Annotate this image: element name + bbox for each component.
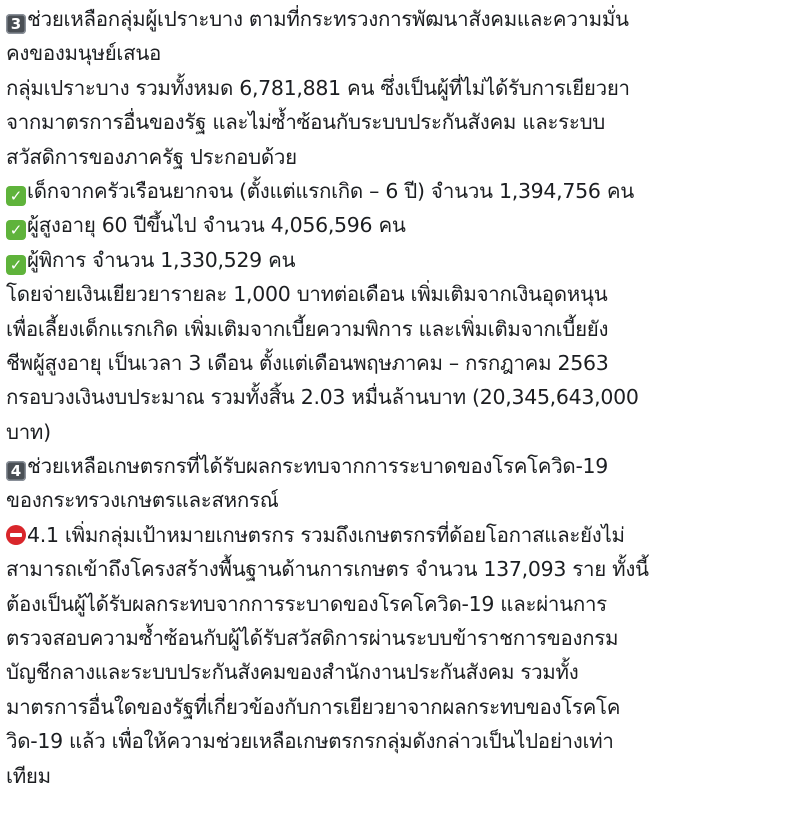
- check-mark-icon: ✓: [6, 220, 26, 240]
- item-4-1-line-8: เทียม: [6, 763, 51, 788]
- item-4-1-line-4: ตรวจสอบความซ้ำซ้อนกับผู้ได้รับสวัสดิการผ่านระบบข้าราชการของกรม: [6, 626, 619, 651]
- section-4-heading-line-2: ของกระทรวงเกษตรและสหกรณ์: [6, 488, 279, 513]
- group-item-children: [6, 174, 796, 208]
- group-item-disabled: [6, 243, 796, 277]
- section-4-heading-text: ช่วยเหลือเกษตรกรที่ได้รับผลกระทบจากการระบาดของโรคโควิด-19: [27, 454, 609, 479]
- check-mark-icon: ✓: [6, 255, 26, 275]
- payment-line-5: บาท): [6, 419, 51, 444]
- section-3-heading-line-2: คงของมนุษย์เสนอ: [6, 41, 162, 66]
- post-text: [6, 2, 796, 793]
- group-item-label: ผู้สูงอายุ 60 ปีขึ้นไป จำนวน 4,056,596 คน: [27, 213, 406, 238]
- group-item-elderly: [6, 208, 796, 242]
- payment-line-2: เพื่อเลี้ยงเด็กแรกเกิด เพิ่มเติมจากเบี้ยความพิการ และเพิ่มเติมจากเบี้ยยัง: [6, 316, 609, 341]
- item-4-1-text: 4.1 เพิ่มกลุ่มเป้าหมายเกษตรกร รวมถึงเกษตรกรที่ด้อยโอกาสและยังไม่: [27, 522, 625, 547]
- payment-line-4: กรอบวงเงินงบประมาณ รวมทั้งสิ้น 2.03 หมื่นล้านบาท (20,345,643,000: [6, 385, 639, 410]
- keycap-4-icon: 4: [6, 461, 26, 481]
- keycap-3-icon: 3: [6, 14, 26, 34]
- payment-line-3: ชีพผู้สูงอายุ เป็นเวลา 3 เดือน ตั้งแต่เดือนพฤษภาคม – กรกฎาคม 2563: [6, 350, 609, 375]
- item-4-1-line-5: บัญชีกลางและระบบประกันสังคมของสำนักงานประกันสังคม รวมทั้ง: [6, 660, 579, 685]
- section-3-intro-line-1: กลุ่มเปราะบาง รวมทั้งหมด 6,781,881 คน ซึ่งเป็นผู้ที่ไม่ได้รับการเยียวยา: [6, 75, 630, 100]
- group-item-label: เด็กจากครัวเรือนยากจน (ตั้งแต่แรกเกิด – 6 ปี) จำนวน 1,394,756 คน: [27, 178, 634, 203]
- section-3-intro-line-3: สวัสดิการของภาครัฐ ประกอบด้วย: [6, 144, 297, 169]
- check-mark-icon: ✓: [6, 186, 26, 206]
- item-4-1-line-3: ต้องเป็นผู้ได้รับผลกระทบจากการระบาดของโรคโควิด-19 และผ่านการ: [6, 591, 607, 616]
- item-4-1-line-7: วิด-19 แล้ว เพื่อให้ความช่วยเหลือเกษตรกรกลุ่มดังกล่าวเป็นไปอย่างเท่า: [6, 729, 614, 754]
- payment-line-1: โดยจ่ายเงินเยียวยารายละ 1,000 บาทต่อเดือน เพิ่มเติมจากเงินอุดหนุน: [6, 282, 608, 307]
- section-3-heading-line-1: [6, 2, 796, 36]
- section-4-heading-line-1: [6, 449, 796, 483]
- item-4-1-line-6: มาตรการอื่นใดของรัฐที่เกี่ยวข้องกับการเยียวยาจากผลกระทบของโรคโค: [6, 694, 621, 719]
- group-item-label: ผู้พิการ จำนวน 1,330,529 คน: [27, 247, 296, 272]
- no-entry-icon: [6, 525, 26, 545]
- item-4-1-line-1: [6, 518, 796, 552]
- section-3-intro-line-2: จากมาตรการอื่นของรัฐ และไม่ซ้ำซ้อนกับระบบประกันสังคม และระบบ: [6, 110, 606, 135]
- item-4-1-line-2: สามารถเข้าถึงโครงสร้างพื้นฐานด้านการเกษตร จำนวน 137,093 ราย ทั้งนี้: [6, 557, 649, 582]
- section-3-heading-text: ช่วยเหลือกลุ่มผู้เปราะบาง ตามที่กระทรวงการพัฒนาสังคมและความมั่น: [27, 7, 629, 31]
